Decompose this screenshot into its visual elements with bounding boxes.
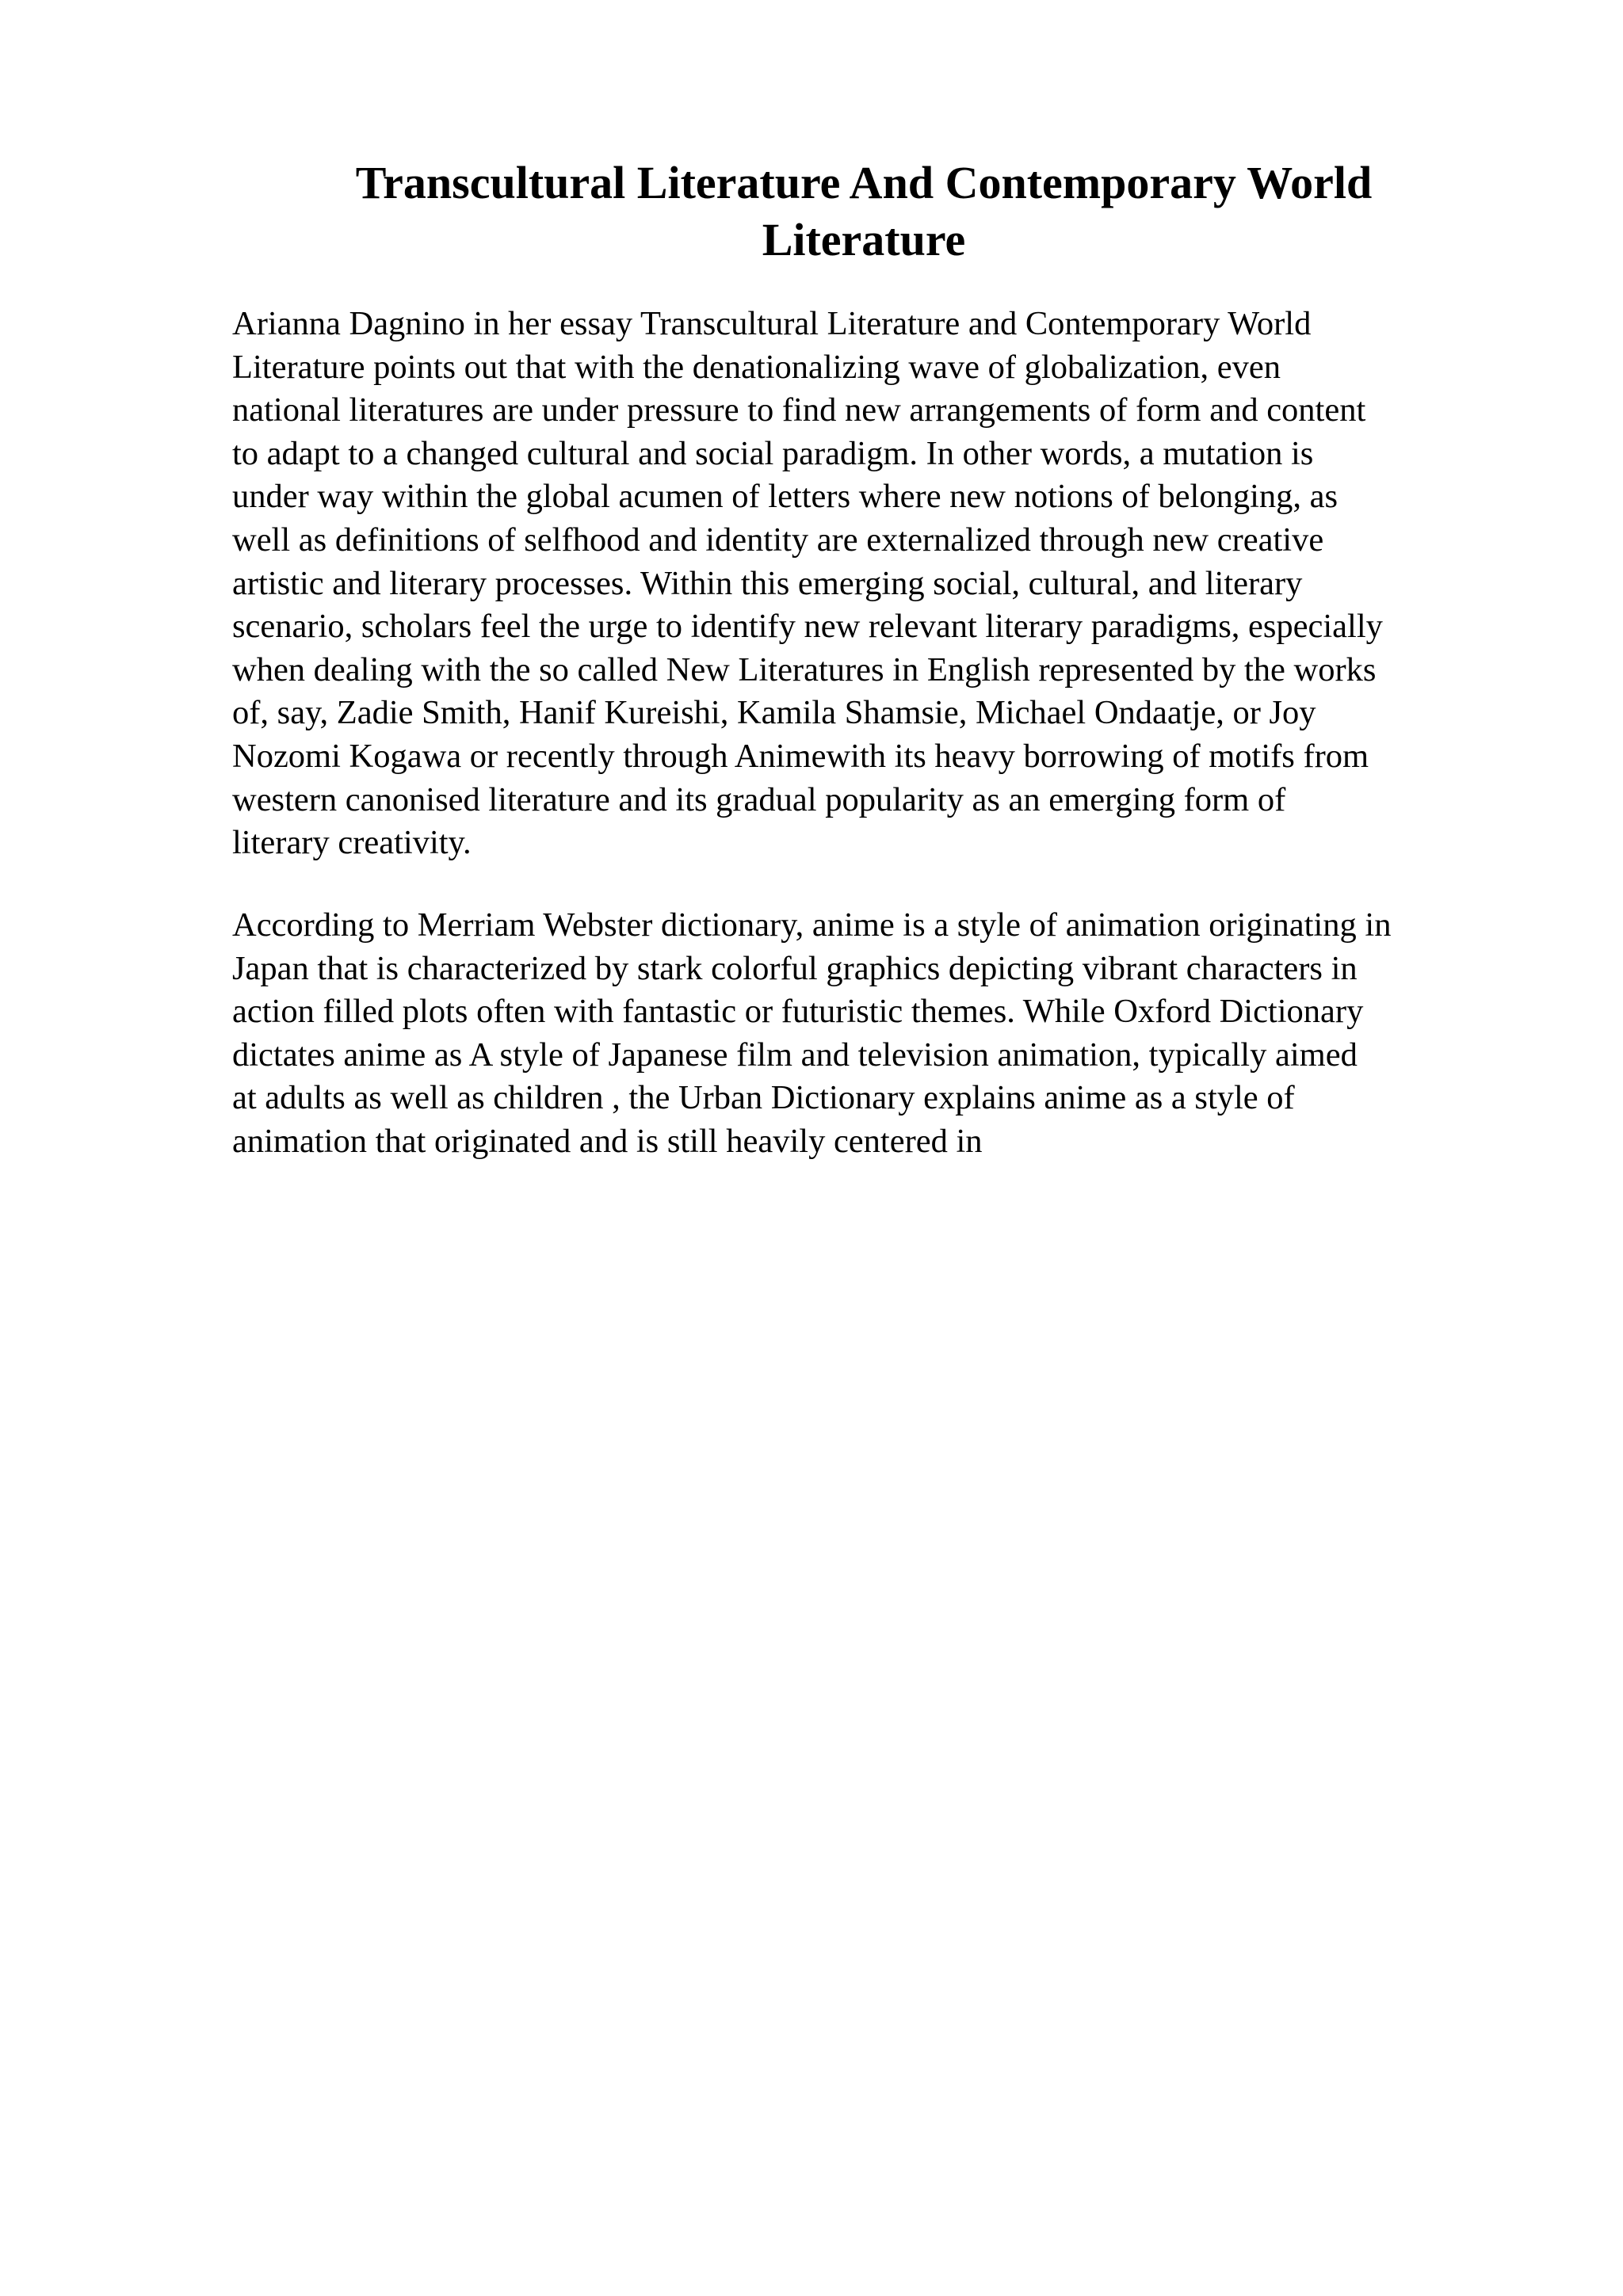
paragraph-line: literary creativity. bbox=[232, 824, 472, 862]
paragraph-line: dictates anime as A style of Japanese film and television animation, typically aimed bbox=[232, 1035, 1358, 1074]
paragraph-line: to adapt to a changed cultural and social paradigm. In other words, a mutation is bbox=[232, 434, 1314, 472]
paragraph-line: of, say, Zadie Smith, Hanif Kureishi, Kamila Shamsie, Michael Ondaatje, or Joy bbox=[232, 694, 1316, 732]
paragraph-line: animation that originated and is still heavily centered in bbox=[232, 1122, 983, 1160]
paragraph-line: when dealing with the so called New Literatures in English represented by the works bbox=[232, 650, 1377, 688]
paragraph-line: Arianna Dagnino in her essay Transcultural Literature and Contemporary World bbox=[232, 305, 1312, 342]
document-title bbox=[190, 154, 1537, 269]
paragraph-line: at adults as well as children , the Urban Dictionary explains anime as a style of bbox=[232, 1079, 1295, 1117]
paragraph-line: well as definitions of selfhood and identity are externalized through new creative bbox=[232, 521, 1324, 559]
body-paragraph bbox=[232, 303, 1532, 865]
paragraph-line: Japan that is characterized by stark colorful graphics depicting vibrant characters in bbox=[232, 949, 1358, 987]
paragraph-line: Literature points out that with the denationalizing wave of globalization, even bbox=[232, 348, 1281, 386]
title-line: Literature bbox=[762, 214, 966, 265]
title-line: Transcultural Literature And Contemporary World bbox=[355, 157, 1373, 208]
paragraph-line: under way within the global acumen of letters where new notions of belonging, as bbox=[232, 478, 1338, 516]
paragraph-line: national literatures are under pressure to find new arrangements of form and content bbox=[232, 391, 1366, 429]
paragraph-line: artistic and literary processes. Within this emerging social, cultural, and literary bbox=[232, 564, 1303, 602]
body-paragraph bbox=[232, 904, 1532, 1164]
paragraph-line: western canonised literature and its gradual popularity as an emerging form of bbox=[232, 780, 1286, 818]
paragraph-line: Nozomi Kogawa or recently through Animewith its heavy borrowing of motifs from bbox=[232, 737, 1369, 775]
paragraph-line: action filled plots often with fantastic or futuristic themes. While Oxford Dictionary bbox=[232, 993, 1364, 1031]
paragraph-line: scenario, scholars feel the urge to identify new relevant literary paradigms, especially bbox=[232, 608, 1383, 646]
paragraph-line: According to Merriam Webster dictionary, anime is a style of animation originating in bbox=[232, 906, 1392, 944]
